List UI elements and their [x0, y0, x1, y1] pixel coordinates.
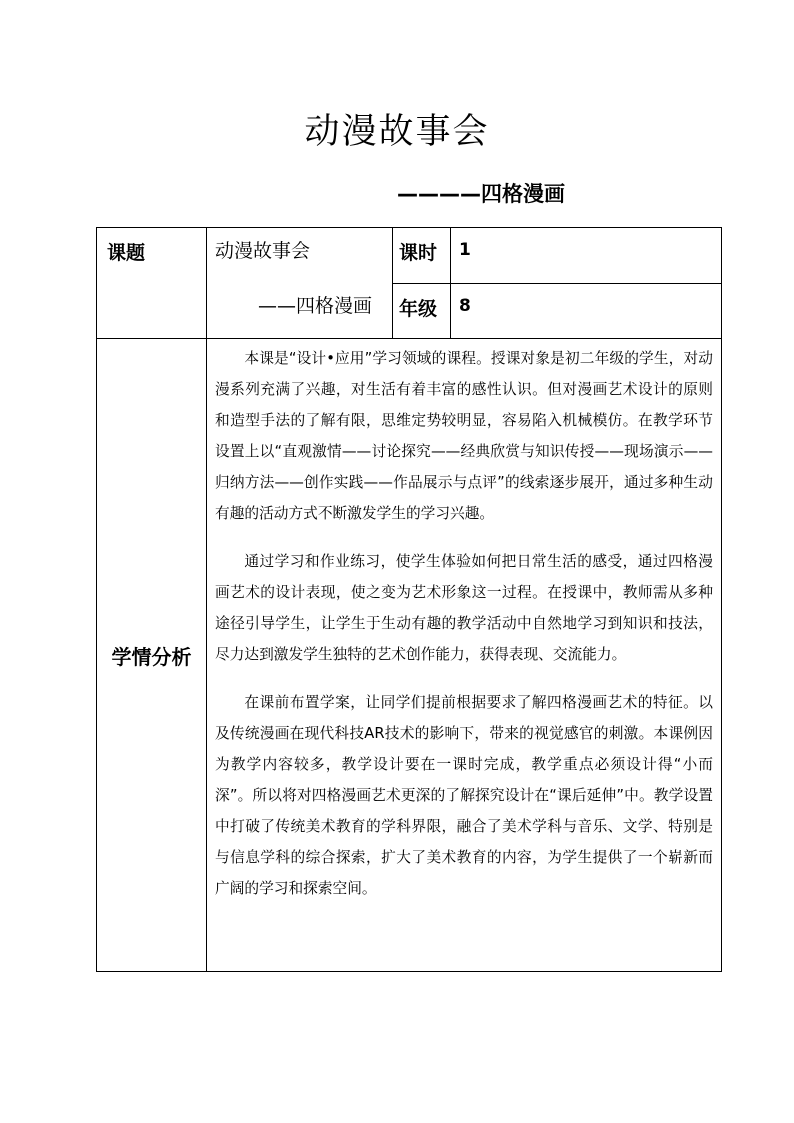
period-value-cell: [451, 228, 722, 284]
period-label: 课时: [399, 242, 438, 264]
analysis-paragraph-3: 在课前布置学案，让同学们提前根据要求了解四格漫画艺术的特征。以及传统漫画在现代科技AR技术的影响下，带来的视觉感官的刺激。本课例因为教学内容较多，教学设计要在一课时完成，教学重点必须设计得“小而深”。所以将对四格漫画艺术更深的了解探究设计在“课后延伸”中。教学设置中打破了传统美术教育的学科界限，融合了美术学科与音乐、文学、特别是与信息学科的综合探索，扩大了美术教育的内容，为学生提供了一个崭新而广阔的学习和探索空间。: [215, 694, 713, 897]
topic-line2: ——四格漫画: [257, 295, 372, 317]
topic-value-cell: [207, 228, 393, 339]
topic-line1: 动漫故事会: [215, 240, 311, 262]
lesson-plan-table: [96, 227, 722, 972]
grade-value-cell: [451, 283, 722, 339]
analysis-paragraph-1: 本课是“设计•应用”学习领域的课程。授课对象是初二年级的学生，对动漫系列充满了兴趣，对生活有着丰富的感性认识。但对漫画艺术设计的原则和造型手法的了解有限，思维定势较明显，容易陷入机械模仿。在教学环节设置上以“直观激情——讨论探究——经典欣赏与知识传授——现场演示——归纳方法——创作实践——作品展示与点评”的线索逐步展开，通过多种生动有趣的活动方式不断激发学生的学习兴趣。: [215, 350, 713, 522]
analysis-content-cell: [207, 339, 722, 972]
analysis-label: 学情分析: [111, 644, 192, 669]
grade-label-cell: [393, 283, 451, 339]
period-label-cell: [393, 228, 451, 284]
analysis-paragraph-2: 通过学习和作业练习，使学生体验如何把日常生活的感受，通过四格漫画艺术的设计表现，使之变为艺术形象这一过程。在授课中，教师需从多种途径引导学生，让学生于生动有趣的教学活动中自然地学习到知识和技法，尽力达到激发学生独特的艺术创作能力，获得表现、交流能力。: [215, 553, 713, 663]
grade-value: 8: [459, 295, 471, 316]
period-value: 1: [459, 240, 471, 260]
analysis-label-cell: [97, 339, 207, 972]
document-subtitle: ————四格漫画: [397, 182, 565, 206]
topic-label: 课题: [107, 242, 146, 264]
document-title: 动漫故事会: [304, 112, 490, 152]
grade-label: 年级: [399, 297, 438, 320]
topic-label-cell: [97, 228, 207, 339]
